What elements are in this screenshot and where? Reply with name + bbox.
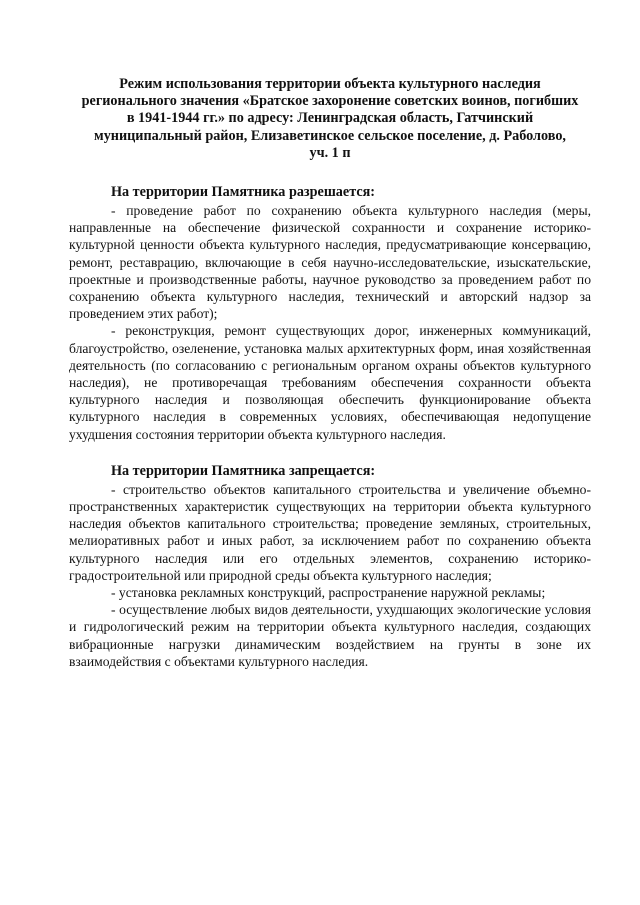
prohibited-item: - установка рекламных конструкций, распространение наружной рекламы; <box>111 585 546 601</box>
prohibited-item: - строительство объектов капитального строительства и увеличение объемно-пространственных характеристик существующих на территории объекта культурного наследия объектов капитального строительства; проведение земляных, строительных, мелиоративных работ и иных работ, за исключением работ по сохранению объекта культурного наследия или его отдельных элементов, сохранению историко-градостроительной или природной среды объекта культурного наследия; <box>69 481 591 583</box>
document-title <box>69 76 591 162</box>
allowed-section <box>69 184 591 443</box>
title-line: в 1941-1944 гг.» по адресу: Ленинградская область, Гатчинский <box>126 110 534 127</box>
section-spacer <box>69 443 591 463</box>
title-line: муниципальный район, Елизаветинское сельское поселение, д. Раболово, <box>94 127 566 144</box>
allowed-item: - реконструкция, ремонт существующих дорог, инженерных коммуникаций, благоустройство, озеленение, установка малых архитектурных форм, иная хозяйственная деятельность (по согласованию с региональным органом охраны объектов культурного наследия), не противоречащая требованиям обеспечения сохранности объекта культурного наследия и позволяющая обеспечить функционирование объекта культурного наследия в современных условиях, обеспечивающая недопущение ухудшения состояния территории объекта культурного наследия. <box>69 323 591 442</box>
allowed-heading: На территории Памятника разрешается: <box>111 184 376 201</box>
document-page <box>69 76 591 670</box>
prohibited-heading: На территории Памятника запрещается: <box>111 462 376 479</box>
allowed-item: - проведение работ по сохранению объекта культурного наследия (меры, направленные на обеспечение физической сохранности и сохранение историко-культурной ценности объекта культурного наследия, предусматривающие консервацию, ремонт, реставрацию, включающие в себя научно-исследовательские, изыскательские, проектные и производственные работы, научное руководство за проведением работ по сохранению объекта культурного наследия, технический и авторский надзор за проведением этих работ); <box>69 203 591 322</box>
prohibited-section <box>69 463 591 670</box>
prohibited-item: - осуществление любых видов деятельности, ухудшающих экологические условия и гидрологический режим на территории объекта культурного наследия, создающих вибрационные нагрузки динамическим воздействием на грунты в зоне их взаимодействия с объектами культурного наследия. <box>69 602 591 669</box>
title-line: регионального значения «Братское захоронение советских воинов, погибших <box>81 93 579 110</box>
title-line: Режим использования территории объекта культурного наследия <box>119 76 541 92</box>
title-line: уч. 1 п <box>309 144 351 161</box>
